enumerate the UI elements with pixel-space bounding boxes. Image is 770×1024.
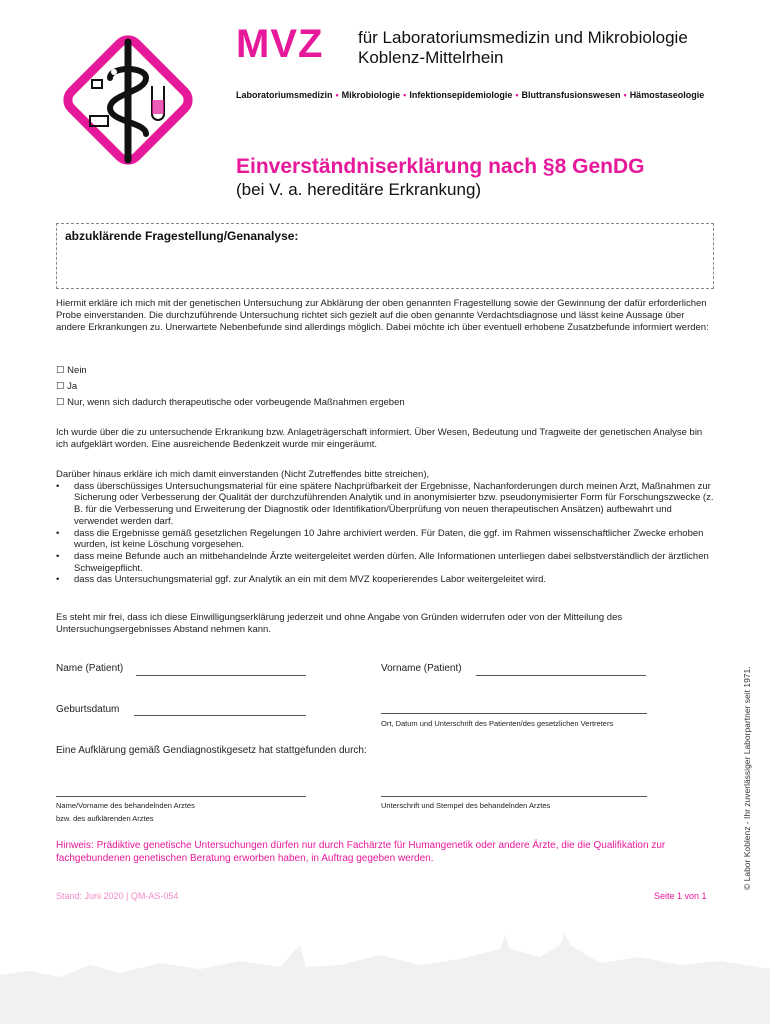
side-copyright: © Labor Koblenz - Ihr zuverlässiger Laborpartner seit 1971. [742, 666, 752, 890]
department: Laboratoriumsmedizin [236, 90, 333, 100]
department-list: Laboratoriumsmedizin • Mikrobiologie • Infektionsepidemiologie • Bluttransfusionswesen • Hämostaseologie [236, 90, 705, 100]
bullet-item: • dass die Ergebnisse gemäß gesetzlichen Regelungen 10 Jahre archiviert werden. Für Daten, die ggf. im Rahmen wissenschaftlicher Zwecke erhoben wurden, ist keine Löschung vorgesehen. [74, 528, 716, 551]
patient-signature-field[interactable] [381, 713, 647, 714]
option-nein[interactable] [56, 365, 87, 376]
patient-signature-caption: Ort, Datum und Unterschrift des Patienten/des gesetzlichen Vertreters [381, 719, 614, 728]
vorname-field[interactable] [476, 675, 646, 676]
brand-mvz: MVZ [236, 22, 324, 66]
geburtsdatum-label: Geburtsdatum [56, 704, 120, 715]
consent-paragraph: Hiermit erkläre ich mich mit der genetischen Untersuchung zur Abklärung der oben genannten Fragestellung sowie der Gewinnung der dafür erforderlichen Probe einverstanden. Die durchzuführende Untersuchung richtet sich gezielt auf die oben genannte Verdachtsdiagnose und lässt keine Aussage über andere Erkrankungen zu. Unerwartete Nebenbefunde sind allerdings möglich. Dabei möchte ich über eventuell erhobene Zusatzbefunde informiert werden: [56, 298, 709, 333]
checkbox-icon[interactable]: ☐ [56, 397, 65, 408]
city-skyline-decoration [0, 905, 770, 1024]
department: Mikrobiologie [341, 90, 401, 100]
checkbox-icon[interactable]: ☐ [56, 381, 65, 392]
bullets-intro: Darüber hinaus erkläre ich mich damit einverstanden (Nicht Zutreffendes bitte streichen), [56, 469, 430, 480]
mvz-logo [48, 20, 208, 180]
option-label: Nein [67, 365, 87, 376]
department: Hämostaseologie [629, 90, 705, 100]
aufklaerung-label: Eine Aufklärung gemäß Gendiagnostikgesetz hat stattgefunden durch: [56, 745, 367, 756]
doctor-caption: Name/Vorname des behandelnden Arztes [56, 801, 195, 810]
bullet-item: • dass meine Befunde auch an mitbehandelnde Ärzte weitergeleitet werden dürfen. Alle Informationen unterliegen dabei selbstverständlich der ärztlichen Schweigepflicht. [74, 551, 716, 574]
checkbox-icon[interactable]: ☐ [56, 365, 65, 376]
consent-bullets [56, 469, 716, 586]
lab-name [358, 28, 688, 68]
option-nur-wenn[interactable] [56, 397, 405, 408]
footer-page: Seite 1 von 1 [654, 891, 707, 901]
question-box[interactable] [56, 223, 714, 289]
name-label: Name (Patient) [56, 663, 124, 674]
option-label: Ja [67, 381, 78, 392]
option-ja[interactable] [56, 381, 77, 392]
geburtsdatum-field[interactable] [134, 715, 306, 716]
vorname-label: Vorname (Patient) [381, 663, 462, 674]
doctor-caption-2: bzw. des aufklärenden Arztes [56, 814, 154, 823]
withdraw-paragraph: Es steht mir frei, dass ich diese Einwilligungserklärung jederzeit und ohne Angabe von Gründen widerrufen oder von der Mitteilung des Untersuchungsergebnisses Abstand nehmen kann. [56, 612, 623, 635]
option-label: Nur, wenn sich dadurch therapeutische oder vorbeugende Maßnahmen ergeben [67, 397, 405, 408]
info-paragraph: Ich wurde über die zu untersuchende Erkrankung bzw. Anlageträgerschaft informiert. Über Wesen, Bedeutung und Tragweite der genetischen Analyse bin ich aufgeklärt worden. Eine ausreichende Bedenkzeit wurde mir eingeräumt. [56, 427, 703, 450]
document-subtitle: (bei V. a. hereditäre Erkrankung) [236, 180, 482, 199]
hint-text: Hinweis: Prädiktive genetische Untersuchungen dürfen nur durch Fachärzte für Humangenetik oder andere Ärzte, die die Qualifikation zur fachgebundenen genetischen Beratung erworben haben, in Auftrag gegeben werden. [56, 840, 666, 864]
lab-name-line2: Koblenz-Mittelrhein [358, 48, 504, 67]
footer-stand: Stand: Juni 2020 | QM-AS-054 [56, 891, 179, 901]
department: Bluttransfusionswesen [521, 90, 621, 100]
department: Infektionsepidemiologie [409, 90, 513, 100]
document-title: Einverständniserklärung nach §8 GenDG [236, 155, 645, 178]
name-field[interactable] [136, 675, 306, 676]
lab-name-line1: für Laboratoriumsmedizin und Mikrobiologie [358, 28, 688, 47]
doctor-name-field[interactable] [56, 796, 306, 797]
bullet-item: • dass das Untersuchungsmaterial ggf. zur Analytik an ein mit dem MVZ kooperierendes Labor weitergeleitet wird. [74, 574, 716, 586]
question-box-label: abzuklärende Fragestellung/Genanalyse: [65, 229, 299, 243]
stamp-caption: Unterschrift und Stempel des behandelnden Arztes [381, 801, 551, 810]
doctor-signature-field[interactable] [381, 796, 647, 797]
bullet-item: • dass überschüssiges Untersuchungsmaterial für eine spätere Nachprüfbarkeit der Ergebnisse, Nachanforderungen durch meinen Arzt, Maßnahmen zur Sicherung oder Verbesserung der Qualität der durchzuführenden Analytik und in anonymisierter bzw. pseudonymisierter Form für Forschungszwecke (z. B. für die Verbesserung und Erweiterung der Diagnostik oder Identifikation/Überprüfung von neuen therapeutischen Ansätzen) aufbewahrt und verwendet werden darf. [74, 481, 716, 528]
